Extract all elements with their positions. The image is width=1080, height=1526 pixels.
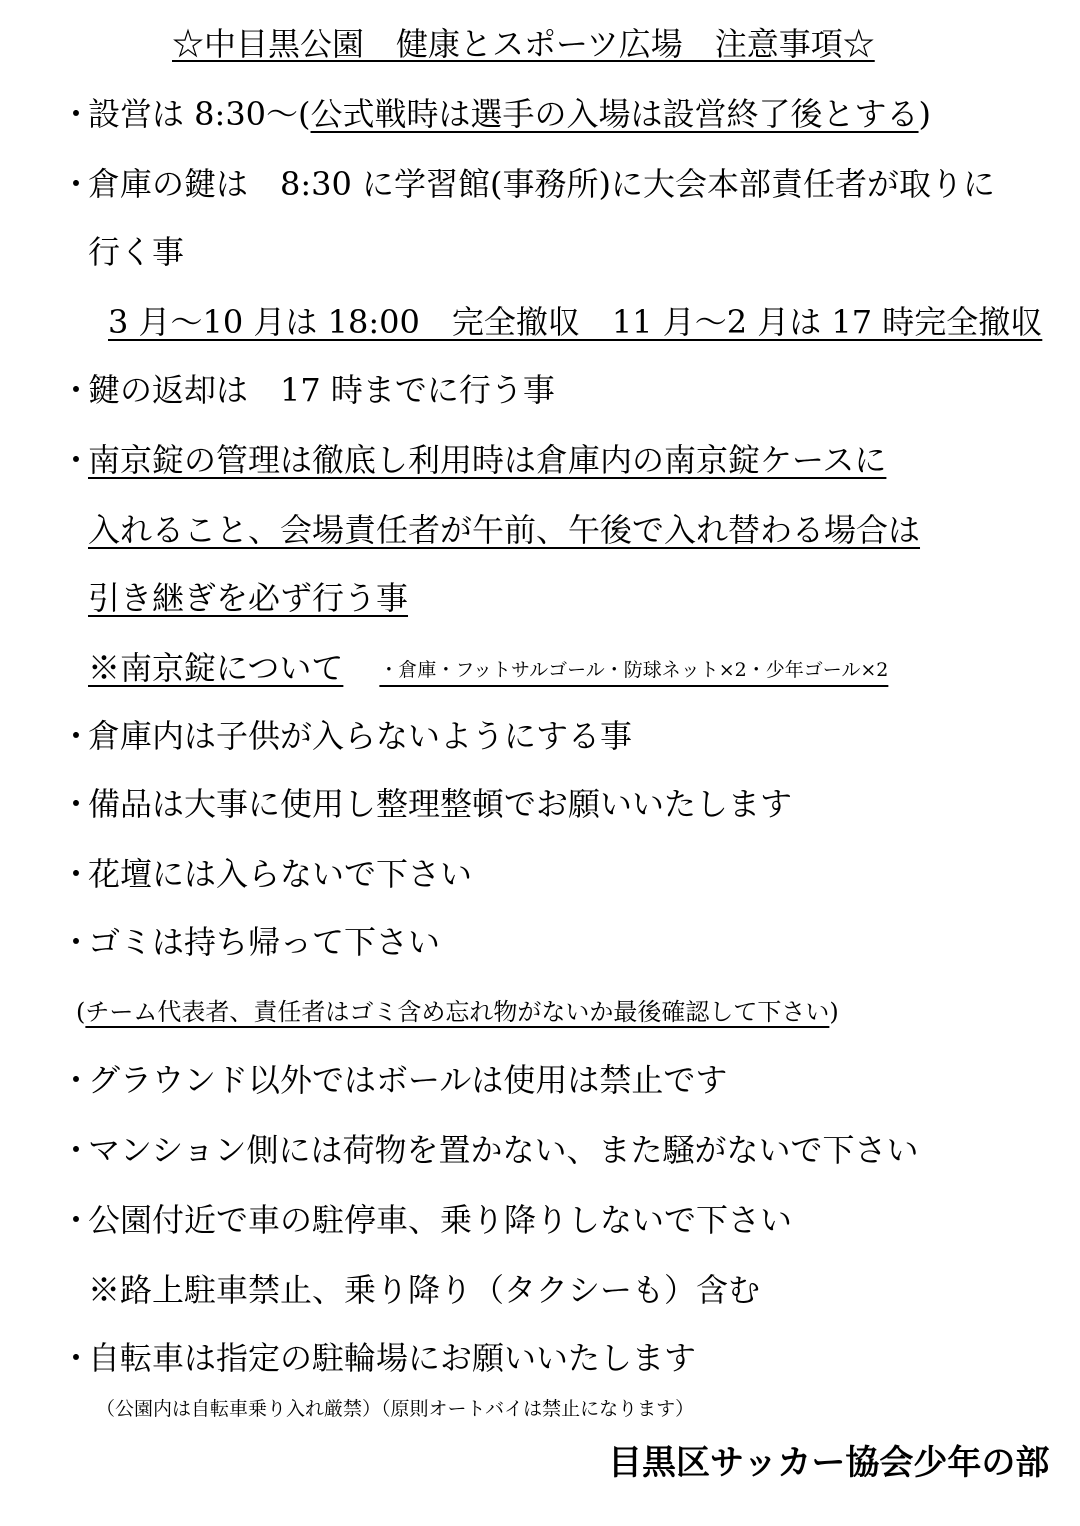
- garbage-text: ゴミは持ち帰って下さい: [88, 923, 441, 961]
- bullet: ・: [60, 717, 93, 755]
- setup-paren-close: ): [918, 95, 932, 133]
- list-item-parking: [60, 1201, 793, 1239]
- garbage-note-open: (: [76, 998, 86, 1026]
- parking-text: 公園付近で車の駐停車、乗り降りしないで下さい: [88, 1201, 793, 1239]
- list-item-key-pickup: [60, 165, 996, 203]
- padlock-text: 南京錠の管理は徹底し利用時は倉庫内の南京錠ケースに: [88, 441, 887, 479]
- garbage-note-close: ): [829, 998, 839, 1026]
- list-item-flowerbed: [60, 855, 473, 893]
- bullet: ・: [60, 95, 93, 133]
- list-item-mansion: [60, 1131, 919, 1169]
- bullet: ・: [60, 1061, 93, 1099]
- page-title: ☆中目黒公園 健康とスポーツ広場 注意事項☆: [172, 25, 875, 63]
- bullet: ・: [60, 165, 93, 203]
- bullet: ・: [60, 371, 93, 409]
- bullet: ・: [60, 785, 93, 823]
- list-item-garbage: [60, 923, 441, 961]
- setup-official-note: 公式戦時は選手の入場は設営終了後とする: [310, 95, 919, 133]
- bicycle-text: 自転車は指定の駐輪場にお願いいたします: [88, 1339, 697, 1377]
- padlock-continuation-1: 入れること、会場責任者が午前、午後で入れ替わる場合は: [88, 511, 921, 549]
- bicycle-note: （公園内は自転車乗り入れ厳禁）（原則オートバイは禁止になります）: [96, 1398, 695, 1420]
- setup-text: 設営は 8:30～(: [88, 95, 311, 133]
- list-item-children: [60, 717, 633, 755]
- equipment-text: 備品は大事に使用し整理整頓でお願いいたします: [88, 785, 793, 823]
- list-item-bicycle: [60, 1339, 697, 1377]
- children-text: 倉庫内は子供が入らないようにする事: [88, 717, 633, 755]
- padlock-note-list: ・倉庫・フットサルゴール・防球ネット×2・少年ゴール×2: [379, 659, 889, 681]
- garbage-note-text: チーム代表者、責任者はゴミ含め忘れ物がないか最後確認して下さい: [85, 998, 830, 1026]
- garbage-note: [76, 1000, 839, 1024]
- list-item-padlock: [60, 441, 887, 479]
- bullet: ・: [60, 441, 93, 479]
- organization-signature: 目黒区サッカー協会少年の部: [608, 1443, 1050, 1483]
- padlock-note-label: [88, 649, 888, 687]
- list-item-setup: [60, 95, 932, 133]
- padlock-note-label-text: ※南京錠について: [88, 649, 344, 687]
- bullet: ・: [60, 1131, 93, 1169]
- list-item-equipment: [60, 785, 793, 823]
- bullet: ・: [60, 855, 93, 893]
- flowerbed-text: 花壇には入らないで下さい: [88, 855, 473, 893]
- bullet: ・: [60, 1201, 93, 1239]
- key-pickup-continuation: 行く事: [88, 233, 185, 271]
- padlock-note: [88, 649, 889, 687]
- hours-notice: 3 月～10 月は 18:00 完全撤収 11 月～2 月は 17 時完全撤収: [108, 303, 1043, 341]
- list-item-key-return: [60, 371, 555, 409]
- ball-text: グラウンド以外ではボールは使用は禁止です: [88, 1061, 728, 1099]
- parking-note: ※路上駐車禁止、乗り降り（タクシーも）含む: [88, 1271, 761, 1309]
- padlock-continuation-2: 引き継ぎを必ず行う事: [88, 579, 409, 617]
- mansion-text: マンション側には荷物を置かない、また騒がないで下さい: [88, 1131, 919, 1169]
- bullet: ・: [60, 923, 93, 961]
- key-return-text: 鍵の返却は 17 時までに行う事: [88, 371, 555, 409]
- key-pickup-text: 倉庫の鍵は 8:30 に学習館(事務所)に大会本部責任者が取りに: [88, 165, 996, 203]
- list-item-ball: [60, 1061, 728, 1099]
- bullet: ・: [60, 1339, 93, 1377]
